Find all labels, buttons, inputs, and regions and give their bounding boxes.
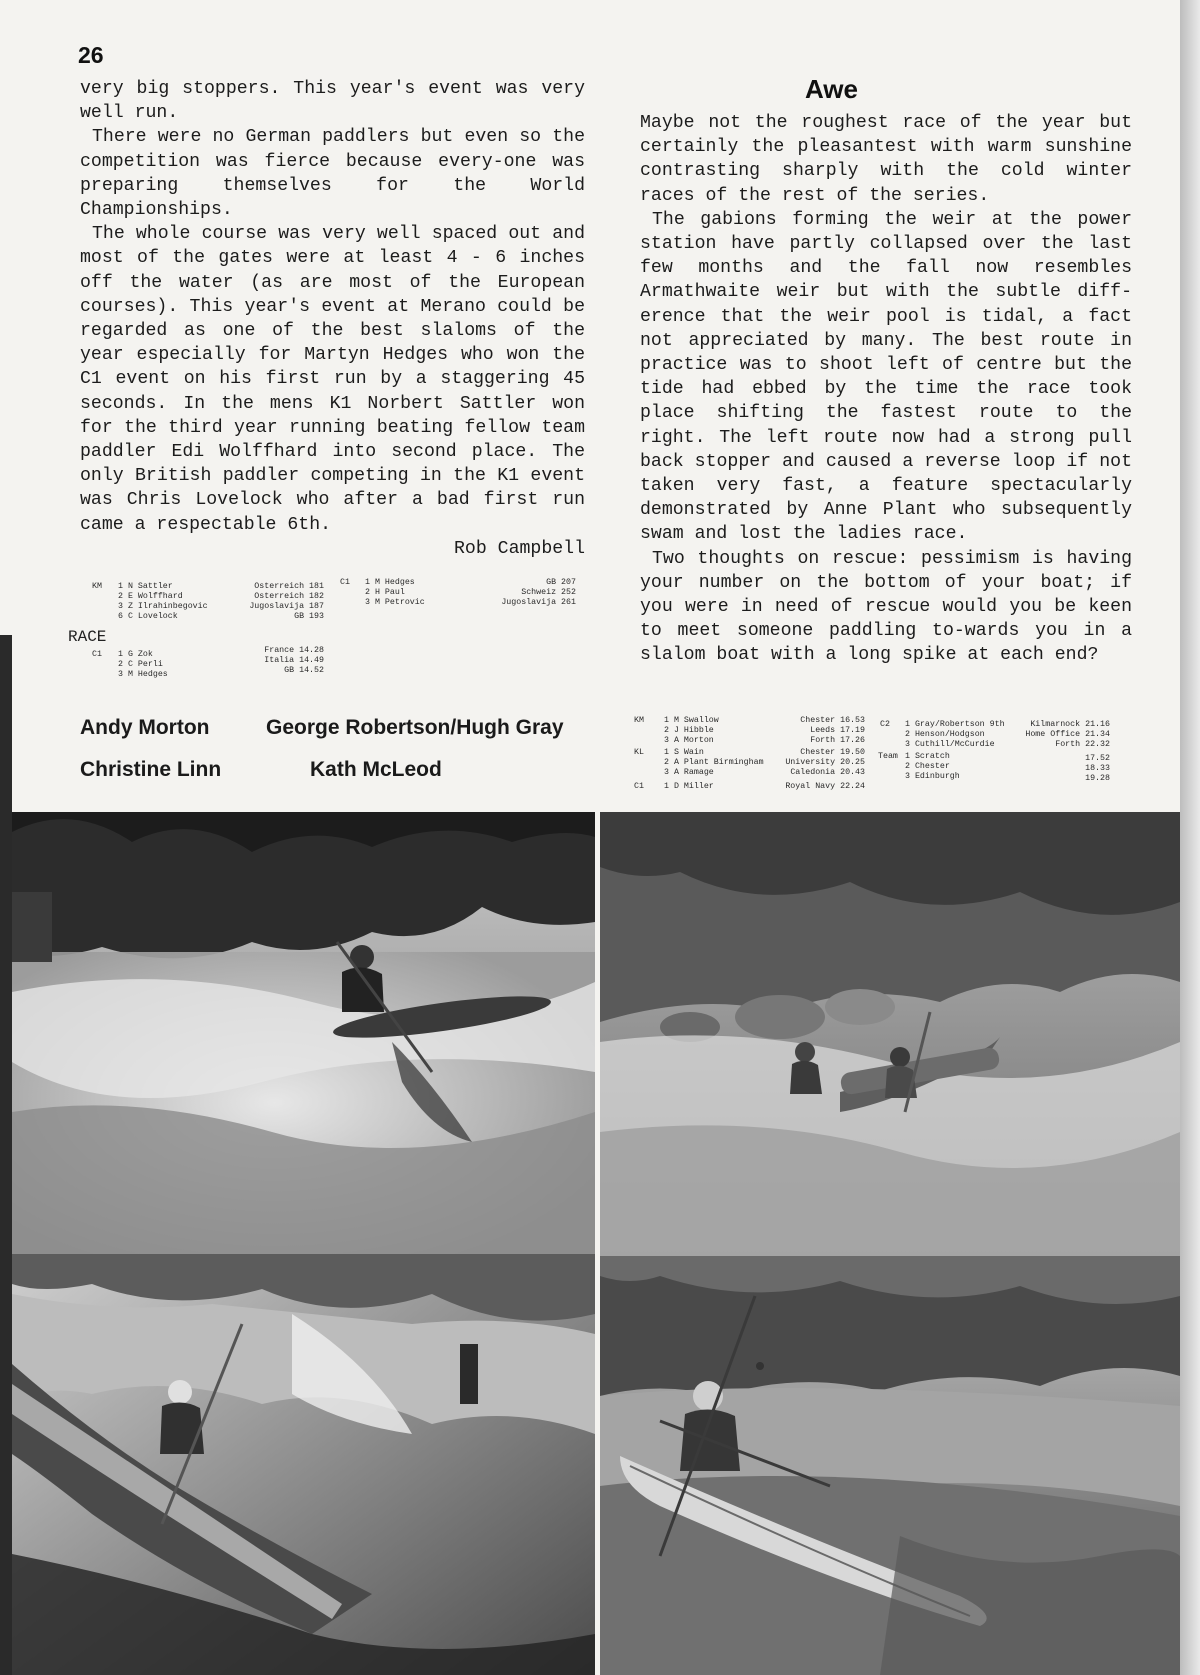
result-team: 17.52	[1085, 754, 1110, 763]
author-signature: Rob Campbell	[454, 538, 585, 559]
results-list	[1040, 754, 1110, 784]
results-list	[755, 748, 865, 778]
article-paragraph: The gabions forming the weir at the power station have partly collapsed over the last few months and the fall now resembles Armathwaite weir but with the subtle diff-erence that the weir pool is tidal, a fact not appreciated by many. The best route in practice was to shoot left of centre but the tide had ebbed by the time the race took place shifting the fastest route to the right. The left route now had a strong pull back stopper and caused a reverse loop if not taken very fast, a feature spectacularly demonstrated by Anne Plant who subsequently swam and lost the ladies race.	[640, 209, 1132, 545]
photo-image	[12, 1254, 595, 1675]
results-c1-label: C1	[340, 578, 350, 587]
result-team: GB 14.52	[284, 666, 324, 675]
result-name: 2 Chester	[905, 762, 950, 771]
photo-credit: Kath McLeod	[310, 758, 442, 781]
page-number: 26	[78, 42, 104, 68]
result-team: Leeds 17.19	[810, 726, 865, 735]
result-team: Caledonia 20.43	[790, 768, 865, 777]
result-name: 2 Henson/Hodgson	[905, 730, 985, 739]
results-c2-label: C2	[880, 720, 890, 729]
result-team: Home Office 21.34	[1025, 730, 1110, 739]
result-name: 3 M Hedges	[118, 670, 168, 679]
article-paragraph: Maybe not the roughest race of the year but certainly the pleasantest with warm sunshine contrasting sharply with the cold winter races of the rest of the series.	[640, 113, 1132, 206]
result-team: Royal Navy 22.24	[785, 782, 865, 791]
results-list	[1000, 720, 1110, 750]
results-list	[664, 716, 719, 746]
result-name: 2 J Hibble	[664, 726, 714, 735]
article-paragraph: Two thoughts on rescue: pessimism is having your number on the bottom of your boat; if you were in need of rescue would you be keen to meet someone paddling to-wards you in a slalom boat with a long spike at each end?	[640, 548, 1132, 666]
results-list	[240, 646, 324, 676]
page-edge	[1180, 0, 1200, 1675]
photo-credit: George Robertson/Hugh Gray	[266, 716, 564, 739]
result-name: 2 E Wolffhard	[118, 592, 183, 601]
result-team: Forth 17.26	[810, 736, 865, 745]
result-name: 2 H Paul	[365, 588, 405, 597]
result-team: Forth 22.32	[1055, 740, 1110, 749]
results-list	[905, 720, 1005, 750]
result-name: 3 A Morton	[664, 736, 714, 745]
results-list	[478, 578, 576, 608]
result-name: 3 Z Ilrahinbegovic	[118, 602, 208, 611]
results-c1-label: C1	[634, 782, 644, 791]
photo-kayaker-whitewater-2	[12, 1254, 595, 1675]
result-name: 3 Edinburgh	[905, 772, 960, 781]
result-name: 1 Gray/Robertson 9th	[905, 720, 1005, 729]
page-binding-shadow	[0, 635, 12, 1675]
results-list	[365, 578, 425, 608]
photo-image	[12, 812, 595, 1254]
photo-kayaker-helmet	[600, 1256, 1180, 1675]
photo-credit: Christine Linn	[80, 758, 222, 781]
result-name: 1 Scratch	[905, 752, 950, 761]
result-team: France 14.28	[264, 646, 324, 655]
result-name: 1 M Hedges	[365, 578, 415, 587]
result-team: Italia 14.49	[264, 656, 324, 665]
race-heading: RACE	[68, 628, 107, 646]
result-team: GB 193	[294, 612, 324, 621]
article-paragraph: There were no German paddlers but even so the competition was fierce because every-one was preparing themselves for the World Championships.	[80, 127, 585, 221]
photo-image	[600, 812, 1180, 1256]
result-name: 6 C Lovelock	[118, 612, 178, 621]
photo-kayakers-rapids	[600, 812, 1180, 1256]
results-list	[905, 752, 960, 782]
result-team: Chester 16.53	[800, 716, 865, 725]
awe-article	[640, 111, 1132, 668]
result-team: 19.28	[1085, 774, 1110, 783]
results-list	[664, 748, 764, 778]
result-name: 1 N Sattler	[118, 582, 173, 591]
result-team: Jugoslavija 261	[501, 598, 576, 607]
photo-kayaker-whitewater-1	[12, 812, 595, 1254]
results-team-label: Team	[878, 752, 898, 761]
result-team: Jugoslavija 187	[249, 602, 324, 611]
result-team: Osterreich 182	[254, 592, 324, 601]
result-name: 1 G Zok	[118, 650, 153, 659]
results-km-label: KM	[92, 582, 102, 591]
result-team: Chester 19.50	[800, 748, 865, 757]
photo-credit: Andy Morton	[80, 716, 210, 739]
article-paragraph: The whole course was very well spaced out and most of the gates were at least 4 - 6 inches off the water (as are most of the European courses). This year's event at Merano could be regarded as one of the best slaloms of the year especially for Martyn Hedges who won the C1 event on his first run by a staggering 45 seconds. In the mens K1 Norbert Sattler won for the third year running beating fellow team paddler Edi Wolffhard into second place. The only British paddler competing in the K1 event was Chris Lovelock who after a bad first run came a respectable 6th.	[80, 224, 585, 535]
merano-article	[80, 77, 585, 561]
result-name: 3 A Ramage	[664, 768, 714, 777]
results-c1-label: C1	[92, 650, 102, 659]
result-name: 3 Cuthill/McCurdie	[905, 740, 995, 749]
result-team: Schweiz 252	[521, 588, 576, 597]
result-team: GB 207	[546, 578, 576, 587]
result-name: 3 M Petrovic	[365, 598, 425, 607]
result-name: 2 C Perli	[118, 660, 163, 669]
result-team: University 20.25	[785, 758, 865, 767]
results-list	[755, 716, 865, 746]
photo-image	[600, 1256, 1180, 1675]
result-name: 1 M Swallow	[664, 716, 719, 725]
results-km-label: KM	[634, 716, 644, 725]
results-list	[118, 582, 208, 622]
result-name: 2 A Plant Birmingham	[664, 758, 764, 767]
results-list	[238, 582, 324, 622]
result-name: 1 D Miller	[664, 782, 714, 791]
results-kl-label: KL	[634, 748, 644, 757]
result-team: 18.33	[1085, 764, 1110, 773]
article-paragraph: very big stoppers. This year's event was very well run.	[80, 79, 585, 124]
result-team: Kilmarnock 21.16	[1030, 720, 1110, 729]
article-heading: Awe	[805, 74, 858, 104]
result-team: Osterreich 181	[254, 582, 324, 591]
result-name: 1 S Wain	[664, 748, 704, 757]
results-list	[118, 650, 168, 680]
